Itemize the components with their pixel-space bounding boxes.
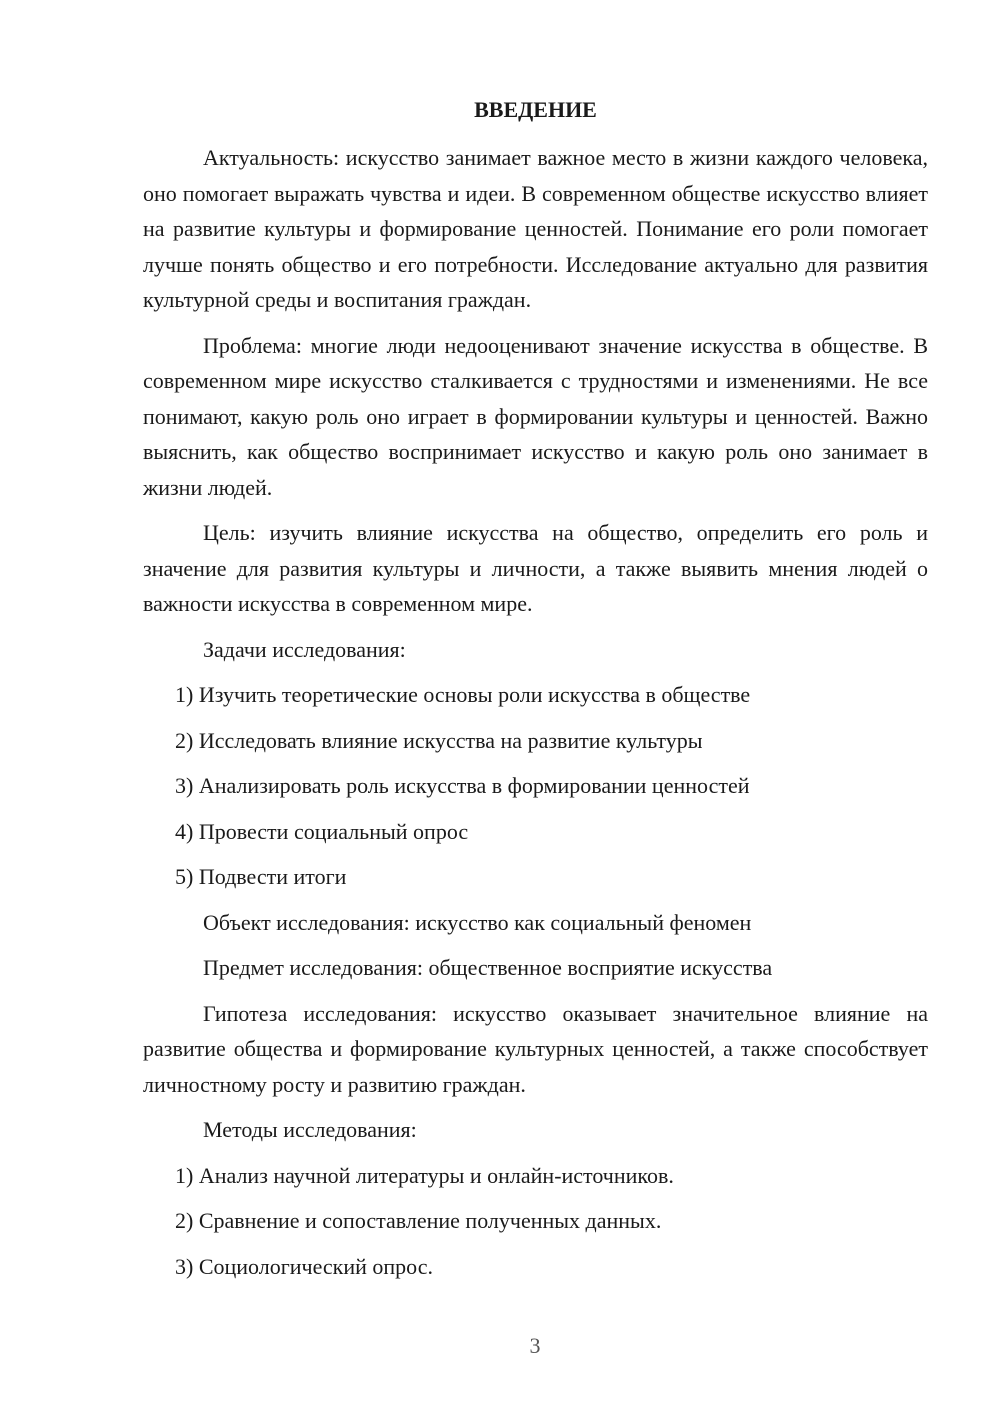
section-title: ВВЕДЕНИЕ: [474, 97, 597, 122]
list-item: 2) Сравнение и сопоставление полученных данных.: [175, 1208, 662, 1233]
subject-paragraph: Предмет исследования: общественное восприятие искусства: [203, 955, 773, 980]
methods-heading: Методы исследования:: [203, 1117, 417, 1142]
list-item: 1) Изучить теоретические основы роли искусства в обществе: [175, 682, 751, 707]
page-number: 3: [529, 1333, 541, 1358]
list-item: 5) Подвести итоги: [175, 864, 347, 889]
list-item: 3) Анализировать роль искусства в формировании ценностей: [175, 773, 750, 798]
page-content: [143, 92, 928, 1294]
hypothesis-paragraph: Гипотеза исследования: искусство оказывает значительное влияние на развитие общества и формирование культурных ценностей, а также способствует личностному росту и развитию граждан.: [143, 1000, 928, 1097]
methods-list: [143, 1158, 928, 1285]
list-item: 1) Анализ научной литературы и онлайн-источников.: [175, 1162, 674, 1188]
relevance-paragraph: Актуальность: искусство занимает важное место в жизни каждого человека, оно помогает выражать чувства и идеи. В современном обществе искусство влияет на развитие культуры и формирование ценностей. Понимание его роли помогает лучше понять общество и его потребности. Исследование актуально для развития культурной среды и воспитания граждан.: [143, 145, 928, 312]
object-paragraph: Объект исследования: искусство как социальный феномен: [203, 909, 752, 935]
problem-paragraph: Проблема: многие люди недооценивают значение искусства в обществе. В современном мире искусство сталкивается с трудностями и изменениями. Не все понимают, какую роль оно играет в формировании культуры и ценностей. Важно выяснить, как общество воспринимает искусство и какую роль оно занимает в жизни людей.: [143, 332, 928, 500]
goal-paragraph: Цель: изучить влияние искусства на общество, определить его роль и значение для развития культуры и личности, а также выявить мнения людей о важности искусства в современном мире.: [143, 520, 928, 616]
list-item: 2) Исследовать влияние искусства на развитие культуры: [175, 727, 703, 753]
tasks-list: [143, 677, 928, 895]
list-item: 4) Провести социальный опрос: [175, 818, 469, 844]
tasks-heading: Задачи исследования:: [203, 636, 406, 662]
list-item: 3) Социологический опрос.: [175, 1253, 433, 1279]
